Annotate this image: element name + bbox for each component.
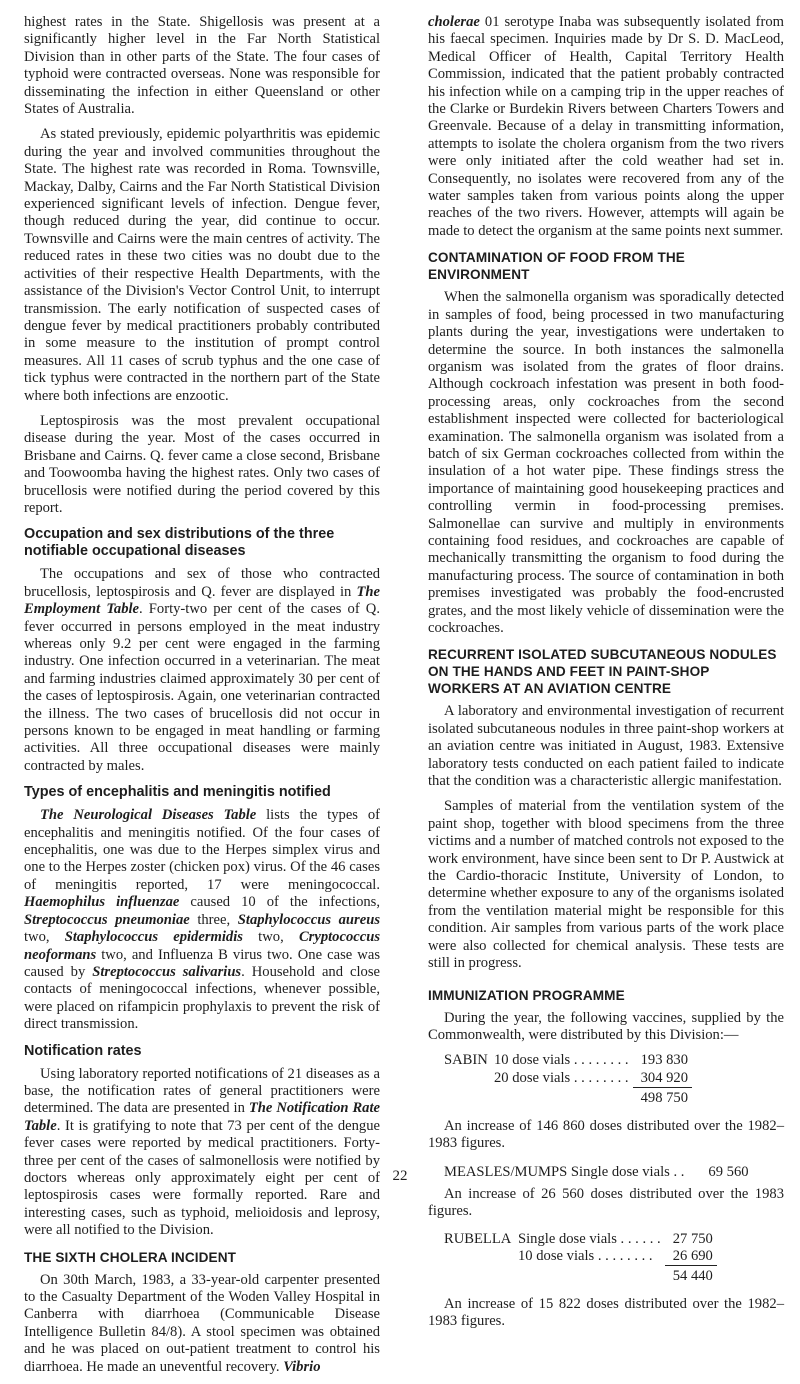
table-reference: The Employment Table [24,583,380,618]
table-total-row [444,1088,692,1108]
paragraph: Leptospirosis was the most prevalent occupational disease during the year. Most of the cases occurred in Brisbane and Cairns. Q. fever came a close second, Brisbane and Toowoomba having the highest rates. Only two cases of brucellosis were notified during the period covered by this report. [24,412,380,516]
paragraph: cholerae 01 serotype Inaba was subsequently isolated from his faecal specimen. Inquiries made by Dr S. D. MacLeod, Medical Officer of Health, Capital Territory Health Commission, indicated that the patient probably contracted his infection while on a camping trip in the upper reaches of the Clarke or Burdekin Rivers between Charters Towers and Greenvale. Because of a delay in transmitting information, attempts to isolate the cholera organism from the two rivers were only initiated after the cold weather had set in. Consequently, no isolates were recovered from any of the water samples taken from various points along the upper reaches of the two rivers. However, attempts will again be made to detect the organism at the same points next summer. [428,14,784,239]
organism-name: cholerae [428,14,480,30]
paragraph: highest rates in the State. Shigellosis was present at a significantly higher level in the Far North Statistical Division than in other parts of the State. The four cases of typhoid were contracted overseas. None was responsible for disseminating the infection in either Queensland or other States of Australia. [24,14,380,118]
table-row [444,1052,692,1069]
vaccine-description: 10 dose vials . . . . . . . . [494,1052,629,1069]
paragraph: Samples of material from the ventilation system of the paint shop, together with blood specimens from the three victims and a number of matched controls not exposed to the work environment, have since been sent to Dr P. Austwick at the Cardio-thoracic Institute, University of London, to determine whether exposure to any of the organisms isolated from the ventilation material might be responsible for this condition. Air samples from various parts of the work place were also collected for chemical analysis. These tests are still in progress. [428,798,784,972]
paragraph: The occupations and sex of those who contracted brucellosis, leptospirosis and Q. fever are displayed in The Employment Table. Forty-two per cent of the cases of Q. fever occurred in persons employed in the meat industry whereas only 9.2 per cent were engaged in the farming industry. One infection occurred in a veterinarian. The meat and farming industries claimed approximately 30 per cent of the cases of leptospirosis. Again, one veterinarian contracted the illness. The two cases of brucellosis did not occur in persons known to be engaged in meat handling or farming activities. All three occupational diseases were mainly contracted by males. [24,566,380,774]
paragraph: The Neurological Diseases Table lists the types of encephalitis and meningitis notified. Of the four cases of encephalitis, one was due to the Herpes simplex virus and one to the Herpes zoster (chicken pox) virus. Of the 46 cases of meningitis reported, 17 were meningococcal. Haemophilus influenzae caused 10 of the infections, Streptococcus pneumoniae three, Staphylococcus aureus two, Staphylococcus epidermidis two, Cryptococcus neoformans two, and Influenza B virus two. One case was caused by Streptococcus salivarius. Household and close contacts of meningococcal infections, whenever possible, were placed on rifampicin prophylaxis to prevent the risk of direct transmission. [24,807,381,1033]
vaccine-count: 26 690 [672,1247,713,1264]
paragraph: An increase of 26 560 doses distributed over the 1983 figures. [428,1185,784,1220]
section-heading-encephalitis: Types of encephalitis and meningitis notified [24,784,331,801]
organism-name: Streptococcus salivarius [92,963,242,980]
table-row [444,1231,717,1248]
vaccine-label: SABIN [444,1052,488,1069]
organism-name: Streptococcus pneumoniae [24,911,190,928]
organism-name: Haemophilus influenzae [24,894,180,911]
section-heading-contamination: CONTAMINATION OF FOOD FROM THE ENVIRONMENT [428,250,685,283]
rubella-vaccine-table [444,1231,717,1286]
organism-name: Vibrio [283,1358,321,1375]
section-heading-cholera: THE SIXTH CHOLERA INCIDENT [24,1249,237,1265]
paragraph: As stated previously, epidemic polyarthritis was epidemic during the year and involved communities throughout the State. The highest rate was recorded in Roma. Townsville, Mackay, Dalby, Cairns and the Far North Statistical Division experienced significant levels of infection. Dengue fever, though reduced during the year, did continue to occur. Townsville and Cairns were the main centres of activity. The reduced rates in these two cities was no doubt due to the activities of their respective Health Departments, with the assistance of the Division's Vector Control Unit, to interrupt transmission. The early notification of suspected cases of dengue fever by medical practitioners probably contributed in some measure to the institution of prompt control measures. All 11 cases of scrub typhus and the one case of tick typhus were contracted in the northern part of the State where both infections are enzootic. [24,126,380,404]
sabin-vaccine-table [444,1052,692,1107]
table-row [444,1248,717,1266]
vaccine-total: 54 440 [665,1266,717,1286]
vaccine-description: 20 dose vials . . . . . . . . [494,1069,629,1086]
organism-name: Staphylococcus epidermidis [64,929,243,946]
paragraph: Using laboratory reported notifications of 21 diseases as a base, the notification rates of general practitioners were determined. The data are presented in The Notification Rate Table. It is gratifying to note that 73 per cent of the dengue fever cases were reported by medical practitioners. Forty-three per cent of the cases of salmonellosis were notified by doctors whereas only approximately eight per cent of leptospirosis cases were formally reported. Rare and interesting cases, such as typhoid, melioidosis and leprosy, were all notified to the Division. [24,1065,381,1239]
paragraph: A laboratory and environmental investigation of recurrent isolated subcutaneous nodules in three paint-shop workers at an aviation centre was initiated in August, 1983. Extensive laboratory tests conducted on each patient failed to indicate that the condition was a characteristic allergic manifestation. [428,703,784,790]
section-heading-immunization: IMMUNIZATION PROGRAMME [428,987,625,1003]
section-heading-occupation: Occupation and sex distributions of the three notifiable occupational diseases [24,526,335,560]
vaccine-label: RUBELLA [444,1230,512,1247]
organism-name: Cryptococcus neoformans [24,929,381,963]
table-reference: The Notification Rate Table [24,1100,381,1134]
table-total-row [444,1266,717,1286]
vaccine-total: 498 750 [633,1088,692,1108]
paragraph: On 30th March, 1983, a 33-year-old carpenter presented to the Casualty Department of the Woden Valley Hospital in Canberra with diarrhoea (Communicable Disease Intelligence Bulletin 84/8). A stool specimen was obtained and he was placed on out-patient treatment to control his diarrhoea. He made an uneventful recovery. Vibrio [24,1271,380,1375]
vaccine-count: 193 830 [640,1052,689,1069]
organism-name: Staphylococcus aureus [237,911,380,928]
paragraph: When the salmonella organism was sporadically detected in samples of food, being processed in two manufacturing plants during the year, investigations were undertaken to determine the source. In both instances the salmonella organism was isolated from the grates of floor drains. Although cockroach infestation was present in both food-processing areas, only cockroaches from the second establishment inspected were collected for bacteriological examination. The salmonella organism was isolated from a batch of six German cockroaches collected from within the insulation of a hot water pipe. These findings stress the importance of maintaining good housekeeping practices and controlling vermin in food-processing premises. Salmonellae can survive and multiply in environments containing food residues, and cockroaches are capable of mechanically transmitting the organism to food during the manufacturing process. The source of contamination in both premises investigated was probably the food-encrusted grates, and the most likely vehicle of dissemination were the cockroaches. [428,289,784,636]
right-column [428,14,784,1339]
vaccine-description: MEASLES/MUMPS Single dose vials . . [444,1164,685,1181]
vaccine-count: 27 750 [672,1230,713,1247]
paragraph: An increase of 15 822 doses distributed over the 1982–1983 figures. [428,1295,784,1330]
page-number: 22 [392,1168,408,1184]
table-row [444,1070,692,1088]
section-heading-nodules: RECURRENT ISOLATED SUBCUTANEOUS NODULES ON THE HANDS AND FEET IN PAINT-SHOP WORKERS AT AN AVIATION CENTRE [428,647,777,697]
vaccine-count: 304 920 [640,1069,689,1086]
paragraph: An increase of 146 860 doses distributed over the 1982–1983 figures. [428,1117,784,1151]
section-heading-notification: Notification rates [24,1042,142,1059]
table-reference: The Neurological Diseases Table [40,807,257,824]
vaccine-count: 69 560 [708,1164,749,1181]
vaccine-description: Single dose vials . . . . . . [518,1230,661,1247]
vaccine-description: 10 dose vials . . . . . . . . [518,1247,653,1264]
paragraph: During the year, the following vaccines, supplied by the Commonwealth, were distributed by this Division:— [428,1009,784,1043]
